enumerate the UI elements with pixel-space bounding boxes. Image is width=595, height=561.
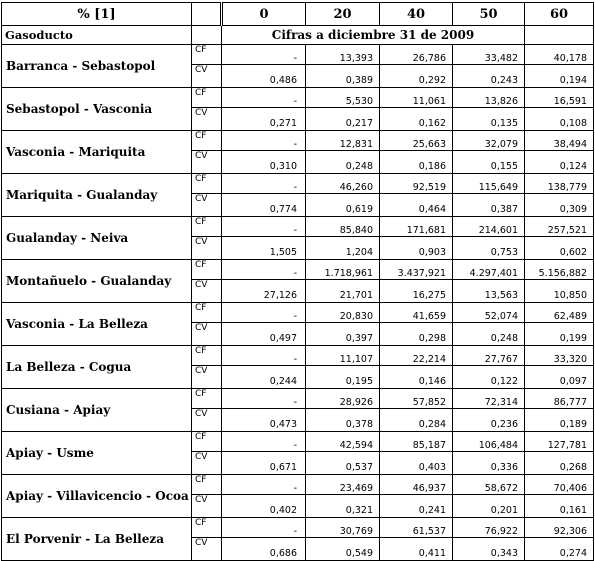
col-header-20: 20: [306, 3, 380, 26]
cv-value: 0,108: [525, 108, 594, 131]
cf-label: CF: [192, 346, 222, 366]
route-name: Apiay - Usme: [2, 432, 192, 475]
cf-value: 13,393: [306, 45, 380, 65]
cv-value: 1,505: [222, 237, 306, 260]
cv-value: 0,244: [222, 366, 306, 389]
cf-value: 61,537: [380, 518, 453, 538]
tariff-table: [1, 2, 594, 561]
cf-value: 32,079: [453, 131, 525, 151]
col-header-0: 0: [222, 3, 306, 26]
cf-value: 257,521: [525, 217, 594, 237]
table-row: [2, 475, 594, 495]
table-row: [2, 389, 594, 409]
gasoducto-label: Gasoducto: [2, 26, 192, 45]
cv-value: 0,146: [380, 366, 453, 389]
cv-value: 0,537: [306, 452, 380, 475]
route-name: Barranca - Sebastopol: [2, 45, 192, 88]
cv-label: CV: [192, 194, 222, 217]
cf-value: -: [222, 389, 306, 409]
cf-value: 72,314: [453, 389, 525, 409]
cf-value: 214,601: [453, 217, 525, 237]
cv-value: 0,162: [380, 108, 453, 131]
cv-label: CV: [192, 108, 222, 131]
cf-label: CF: [192, 303, 222, 323]
cv-value: 13,563: [453, 280, 525, 303]
cifras-label: Cifras a diciembre 31 de 2009: [222, 26, 525, 45]
subheader-row: [2, 26, 594, 45]
cv-value: 0,397: [306, 323, 380, 346]
cv-label: CV: [192, 151, 222, 174]
cf-label: CF: [192, 389, 222, 409]
cf-value: 22,214: [380, 346, 453, 366]
cv-label: CV: [192, 452, 222, 475]
cv-value: 0,686: [222, 538, 306, 561]
cv-value: 0,124: [525, 151, 594, 174]
cf-label: CF: [192, 432, 222, 452]
cv-value: 0,097: [525, 366, 594, 389]
cf-value: 27,767: [453, 346, 525, 366]
cf-value: -: [222, 88, 306, 108]
cf-value: 57,852: [380, 389, 453, 409]
cf-value: 16,591: [525, 88, 594, 108]
cf-value: 106,484: [453, 432, 525, 452]
cf-label: CF: [192, 260, 222, 280]
cv-value: 0,199: [525, 323, 594, 346]
cv-value: 0,309: [525, 194, 594, 217]
cv-value: 0,122: [453, 366, 525, 389]
cv-value: 0,155: [453, 151, 525, 174]
cf-value: 92,519: [380, 174, 453, 194]
cf-value: 30,769: [306, 518, 380, 538]
cf-value: -: [222, 303, 306, 323]
cv-value: 0,403: [380, 452, 453, 475]
cv-value: 0,298: [380, 323, 453, 346]
cv-value: 0,248: [453, 323, 525, 346]
cf-value: -: [222, 432, 306, 452]
cv-value: 0,186: [380, 151, 453, 174]
cf-value: -: [222, 174, 306, 194]
cf-value: 3.437,921: [380, 260, 453, 280]
cv-value: 0,292: [380, 65, 453, 88]
cv-value: 0,671: [222, 452, 306, 475]
cf-value: 58,672: [453, 475, 525, 495]
cf-value: 33,482: [453, 45, 525, 65]
cf-value: -: [222, 346, 306, 366]
cv-value: 0,336: [453, 452, 525, 475]
cv-label: CV: [192, 237, 222, 260]
cf-value: 11,107: [306, 346, 380, 366]
table-row: [2, 303, 594, 323]
cf-value: 42,594: [306, 432, 380, 452]
col-header-40: 40: [380, 3, 453, 26]
cf-label: CF: [192, 518, 222, 538]
cv-value: 0,217: [306, 108, 380, 131]
cv-label: CV: [192, 65, 222, 88]
table-row: [2, 131, 594, 151]
cv-value: 0,195: [306, 366, 380, 389]
cf-value: 4.297,401: [453, 260, 525, 280]
cf-value: -: [222, 217, 306, 237]
table-row: [2, 518, 594, 538]
pct-header: % [1]: [2, 3, 192, 26]
table-row: [2, 174, 594, 194]
cv-label: CV: [192, 366, 222, 389]
table-row: [2, 88, 594, 108]
cf-value: 115,649: [453, 174, 525, 194]
cv-value: 0,378: [306, 409, 380, 432]
cv-value: 0,486: [222, 65, 306, 88]
route-name: Vasconia - Mariquita: [2, 131, 192, 174]
cf-label: CF: [192, 217, 222, 237]
cf-value: 25,663: [380, 131, 453, 151]
cv-value: 0,201: [453, 495, 525, 518]
route-name: Cusiana - Apiay: [2, 389, 192, 432]
cv-label: CV: [192, 323, 222, 346]
cf-value: -: [222, 260, 306, 280]
cv-value: 0,241: [380, 495, 453, 518]
col-header-50: 50: [453, 3, 525, 26]
col-header-60: 60: [525, 3, 594, 26]
cf-value: 13,826: [453, 88, 525, 108]
cv-value: 0,473: [222, 409, 306, 432]
route-name: Mariquita - Gualanday: [2, 174, 192, 217]
cv-value: 0,549: [306, 538, 380, 561]
cf-value: 76,922: [453, 518, 525, 538]
cv-value: 0,402: [222, 495, 306, 518]
cf-label: CF: [192, 174, 222, 194]
table-row: [2, 346, 594, 366]
cf-value: 20,830: [306, 303, 380, 323]
cf-value: 5,530: [306, 88, 380, 108]
cv-value: 0,387: [453, 194, 525, 217]
table-row: [2, 432, 594, 452]
cf-value: -: [222, 45, 306, 65]
cv-label: CV: [192, 538, 222, 561]
cf-value: 26,786: [380, 45, 453, 65]
cf-value: 38,494: [525, 131, 594, 151]
route-name: Montañuelo - Gualanday: [2, 260, 192, 303]
cv-value: 0,411: [380, 538, 453, 561]
cv-value: 0,903: [380, 237, 453, 260]
cf-value: 40,178: [525, 45, 594, 65]
cv-value: 0,236: [453, 409, 525, 432]
cv-value: 16,275: [380, 280, 453, 303]
cf-value: 46,937: [380, 475, 453, 495]
route-name: El Porvenir - La Belleza: [2, 518, 192, 561]
cv-label: CV: [192, 409, 222, 432]
cf-value: 11,061: [380, 88, 453, 108]
cv-value: 10,850: [525, 280, 594, 303]
cf-value: 138,779: [525, 174, 594, 194]
table-row: [2, 217, 594, 237]
cv-value: 0,284: [380, 409, 453, 432]
cf-value: 12,831: [306, 131, 380, 151]
cf-value: 23,469: [306, 475, 380, 495]
cf-value: 52,074: [453, 303, 525, 323]
cv-value: 0,194: [525, 65, 594, 88]
cv-value: 0,243: [453, 65, 525, 88]
cf-label: CF: [192, 88, 222, 108]
route-name: Sebastopol - Vasconia: [2, 88, 192, 131]
cv-value: 0,268: [525, 452, 594, 475]
cf-value: 62,489: [525, 303, 594, 323]
cv-value: 1,204: [306, 237, 380, 260]
cv-value: 0,619: [306, 194, 380, 217]
route-name: Apiay - Villavicencio - Ocoa: [2, 475, 192, 518]
cf-label: CF: [192, 475, 222, 495]
cf-value: 127,781: [525, 432, 594, 452]
cf-value: 46,260: [306, 174, 380, 194]
cv-value: 0,464: [380, 194, 453, 217]
cf-label: CF: [192, 45, 222, 65]
cf-value: -: [222, 518, 306, 538]
cv-value: 21,701: [306, 280, 380, 303]
cf-value: -: [222, 475, 306, 495]
header-row: [2, 3, 594, 26]
table-row: [2, 45, 594, 65]
cf-value: 1.718,961: [306, 260, 380, 280]
cf-value: 86,777: [525, 389, 594, 409]
cv-value: 0,135: [453, 108, 525, 131]
cv-value: 0,189: [525, 409, 594, 432]
cv-value: 0,271: [222, 108, 306, 131]
cv-value: 0,389: [306, 65, 380, 88]
cv-value: 0,274: [525, 538, 594, 561]
subheader-empty-cell: [525, 26, 594, 45]
type-header: [192, 3, 222, 26]
cf-value: 85,187: [380, 432, 453, 452]
cv-value: 0,497: [222, 323, 306, 346]
cv-value: 0,248: [306, 151, 380, 174]
cf-value: 28,926: [306, 389, 380, 409]
cv-value: 0,321: [306, 495, 380, 518]
table-row: [2, 260, 594, 280]
cv-value: 0,343: [453, 538, 525, 561]
cf-value: 70,406: [525, 475, 594, 495]
cv-value: 0,310: [222, 151, 306, 174]
cf-value: 171,681: [380, 217, 453, 237]
cf-value: 33,320: [525, 346, 594, 366]
cv-value: 0,161: [525, 495, 594, 518]
cf-value: -: [222, 131, 306, 151]
cv-label: CV: [192, 495, 222, 518]
cf-value: 41,659: [380, 303, 453, 323]
cv-value: 27,126: [222, 280, 306, 303]
route-name: La Belleza - Cogua: [2, 346, 192, 389]
route-name: Vasconia - La Belleza: [2, 303, 192, 346]
subheader-type-cell: [192, 26, 222, 45]
route-name: Gualanday - Neiva: [2, 217, 192, 260]
cv-label: CV: [192, 280, 222, 303]
cf-value: 5.156,882: [525, 260, 594, 280]
cv-value: 0,602: [525, 237, 594, 260]
cf-label: CF: [192, 131, 222, 151]
cf-value: 92,306: [525, 518, 594, 538]
cf-value: 85,840: [306, 217, 380, 237]
cv-value: 0,753: [453, 237, 525, 260]
cv-value: 0,774: [222, 194, 306, 217]
